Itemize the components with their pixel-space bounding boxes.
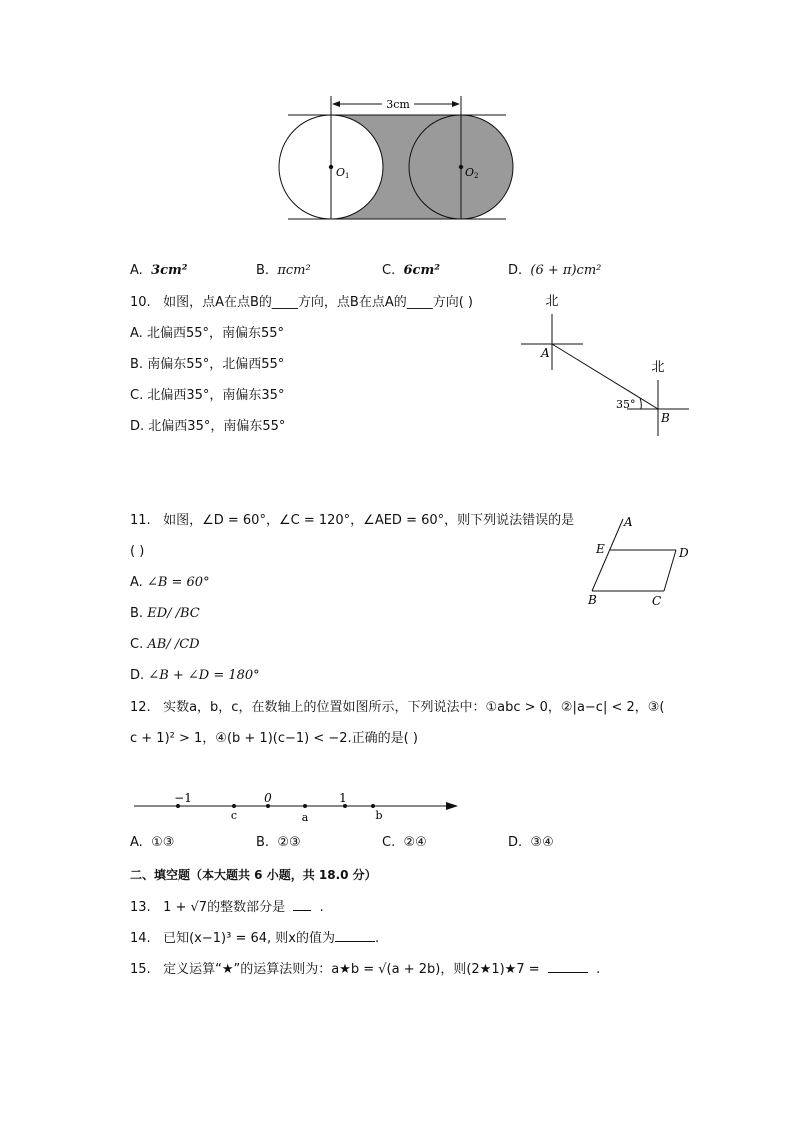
o2-sub: 2: [474, 172, 479, 180]
north-a-label: 北: [545, 294, 559, 309]
q12-option-b: B. ②③: [256, 835, 301, 850]
q9-option-b: B. πcm²: [256, 263, 311, 278]
o1-label: O: [336, 166, 346, 179]
q10-option-c: C. 北偏西35°，南偏东35°: [130, 388, 285, 403]
q12-stem-line2: c + 1)² > 1，④(b + 1)(c−1) < −2.正确的是( ): [130, 731, 418, 746]
tick-one: 1: [339, 791, 347, 805]
tick-zero: 0: [264, 791, 272, 805]
q13-line: 13. 1 + √7的整数部分是 .: [130, 900, 324, 915]
q10-figure: [515, 290, 695, 440]
tick-minus-one: −1: [174, 791, 192, 805]
q11-figure: [585, 510, 705, 610]
q9-option-a: A. 3cm²: [130, 263, 188, 278]
q10-option-d: D. 北偏西35°，南偏东55°: [130, 419, 286, 434]
q11-paren: ( ): [130, 544, 145, 559]
q11-option-b: B. ED/ /BC: [130, 606, 200, 621]
q11-stem: 11. 如图，∠D = 60°，∠C = 120°，∠AED = 60°，则下列说法错误的是: [130, 513, 575, 528]
point-b: b: [375, 809, 383, 822]
q9-option-d: D. (6 + π)cm²: [508, 263, 602, 278]
q11-option-d: D. ∠B + ∠D = 180°: [130, 668, 260, 683]
q10-option-a: A. 北偏西55°，南偏东55°: [130, 326, 285, 341]
q11-option-c: C. AB/ /CD: [130, 637, 200, 652]
q12-stem-line1: 12. 实数a，b，c，在数轴上的位置如图所示，下列说法中：①abc > 0，②|a−c| < 2，③(: [130, 700, 665, 715]
section-title: 二、填空题（本大题共 6 小题，共 18.0 分）: [130, 868, 377, 882]
q9-option-c: C. 6cm²: [382, 263, 440, 278]
point-a-label: A: [541, 346, 550, 360]
label-a: A: [624, 515, 633, 529]
q12-option-d: D. ③④: [508, 835, 554, 850]
dim-label: 3cm: [386, 98, 410, 111]
label-d: D: [679, 546, 689, 560]
q10-stem: 10. 如图，点A在点B的____方向，点B在点A的____方向( ): [130, 295, 473, 310]
point-c: c: [230, 809, 238, 822]
q13-blank: [293, 898, 311, 911]
q9-figure: [270, 88, 530, 228]
q14-line: 14. 已知(x−1)³ = 64, 则x的值为 .: [130, 931, 380, 946]
angle-label: 35°: [616, 398, 636, 411]
label-c: C: [652, 594, 662, 608]
q15-line: 15. 定义运算“★”的运算法则为：a★b = √(a + 2b)，则(2★1)★7 = .: [130, 962, 601, 977]
q14-blank: [335, 929, 375, 942]
o2-label: O: [465, 166, 475, 179]
q12-number-line: [130, 788, 470, 824]
point-a: a: [301, 811, 309, 824]
point-b-label: B: [661, 411, 670, 425]
q15-blank: [548, 960, 588, 973]
q12-option-c: C. ②④: [382, 835, 427, 850]
label-e: E: [596, 542, 605, 556]
north-b-label: 北: [651, 360, 665, 375]
label-b: B: [588, 593, 597, 607]
q10-option-b: B. 南偏东55°，北偏西55°: [130, 357, 285, 372]
o1-sub: 1: [345, 172, 350, 180]
q12-option-a: A. ①③: [130, 835, 175, 850]
q11-option-a: A. ∠B = 60°: [130, 575, 210, 590]
